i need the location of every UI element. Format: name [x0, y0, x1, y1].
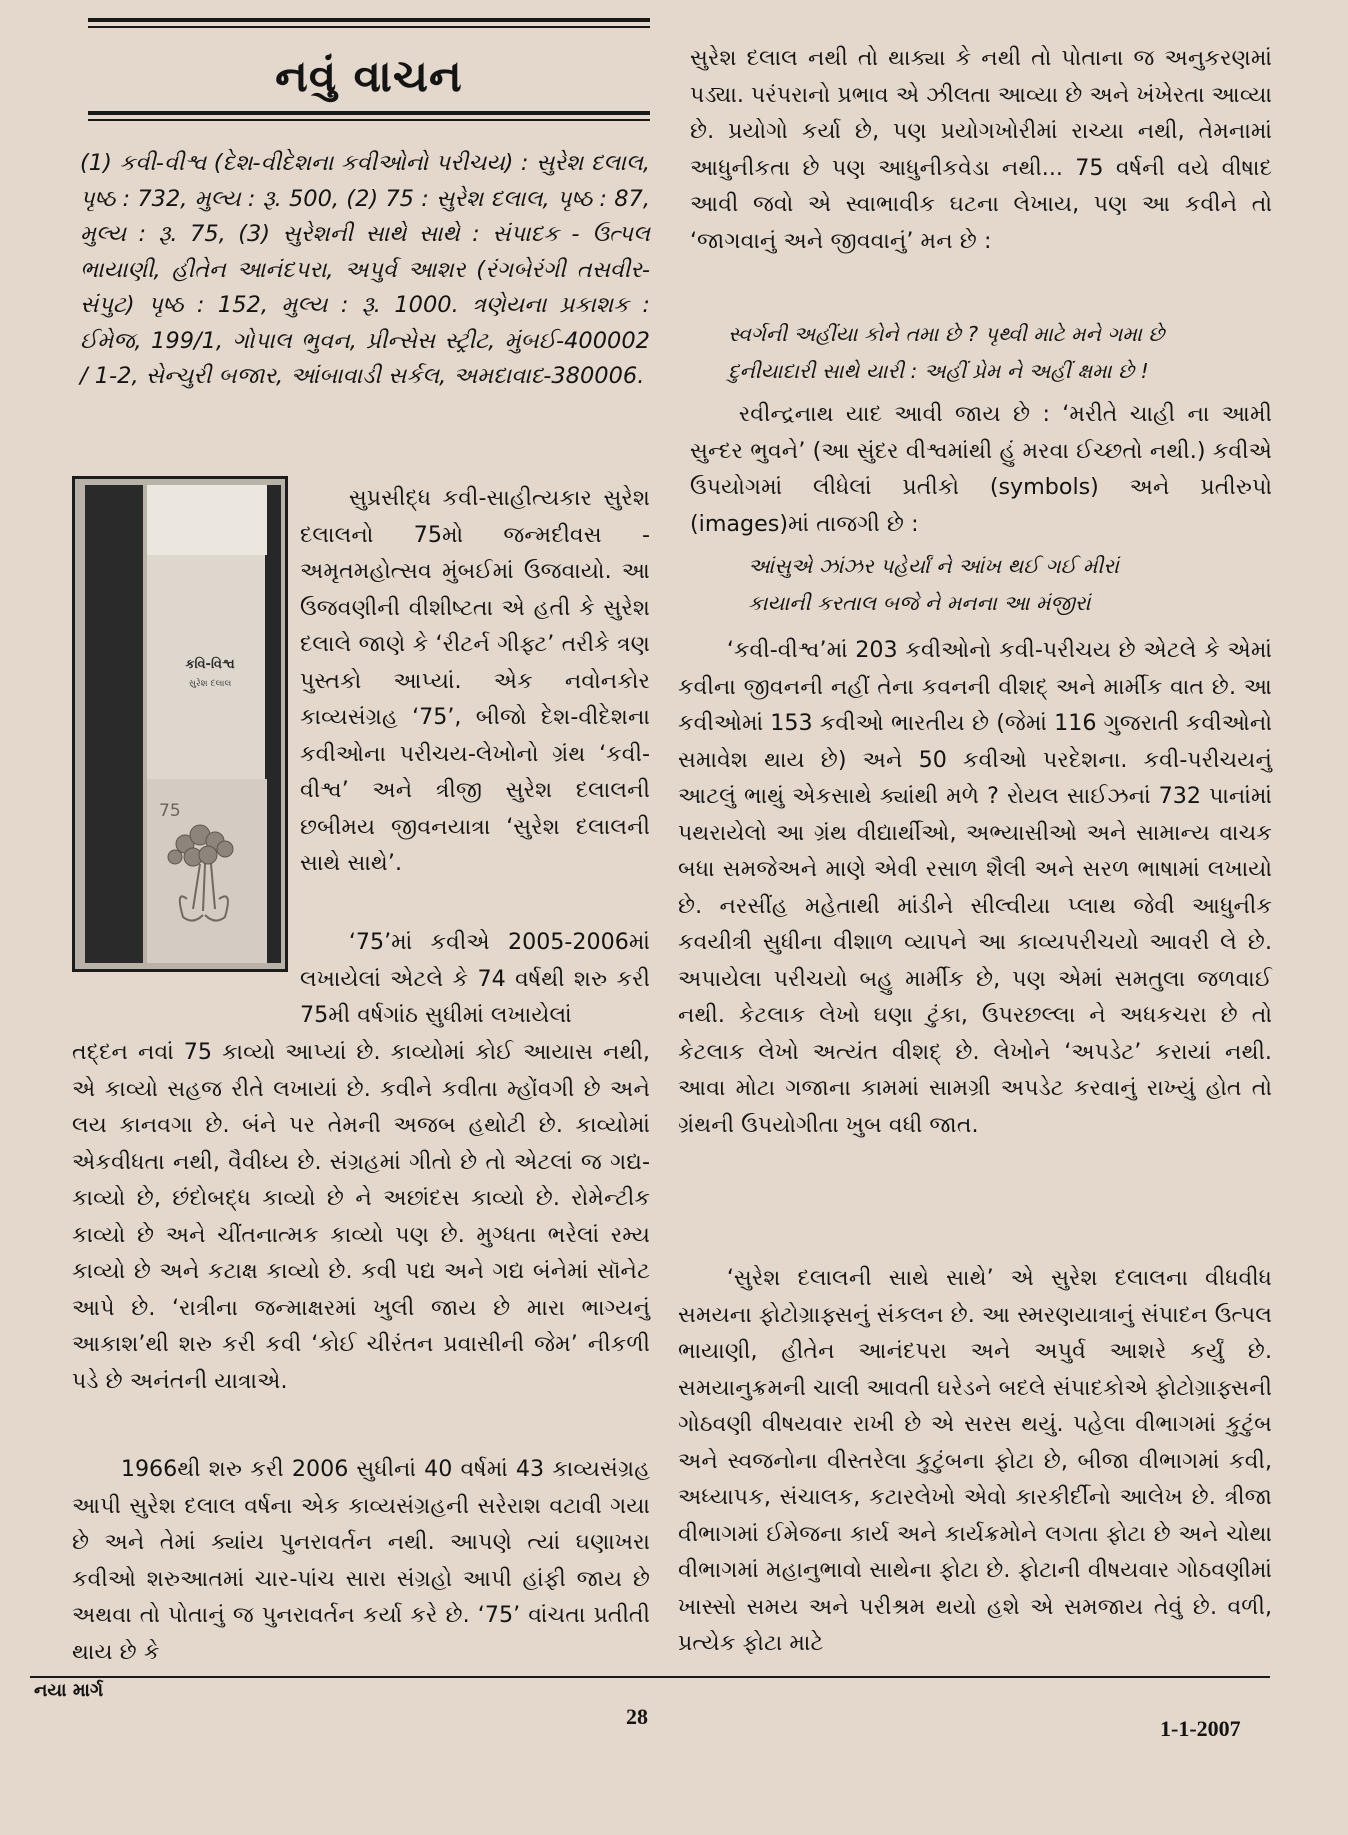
- footer-rule: [30, 1676, 1270, 1678]
- intro-paragraph: [300, 480, 650, 882]
- book-info-text: (1) કવી-વીશ્વ (દેશ-વીદેશના કવીઓનો પરીચય) : સુરેશ દલાલ, પૃષ્ઠ : 732, મુલ્ય : રૂ. 500, (2) 75 : સુરેશ દલાલ, પૃષ્ઠ : 87, મુલ્ય : રૂ. 75, (3) સુરેશની સાથે સાથે : સંપાદક - ઉત્પલ ભાયાણી, હીતેન આનંદપરા, અપુર્વ આશર (રંગબેરંગી તસવીર-સંપુટ) પૃષ્ઠ : 152, મુલ્ય : રૂ. 1000. ત્રણેયના પ્રકાશક : ઈમેજ, 199/1, ગોપાલ ભુવન, પ્રીન્સેસ સ્ટ્રીટ, મુંબઈ-400002 / 1-2, સેન્ચુરી બજાર, આંબાવાડી સર્કલ, અમદાવાદ-380006.: [80, 150, 650, 389]
- poem-2-line-1: આંસુએ ઝાંઝર પહેર્યાં ને આંખ થઈ ગઈ મીરાં: [748, 554, 1119, 578]
- book-cover-author: સુરેશ દલાલ: [188, 679, 232, 689]
- tagore-paragraph: [690, 396, 1272, 542]
- book-cover-title: કવિ-વિશ્વ: [185, 657, 235, 672]
- book-cover-image: [75, 479, 285, 969]
- intro-text: સુપ્રસીદ્ધ કવી-સાહીત્યકાર સુરેશ દલાલનો 75મો જન્મદીવસ - અમૃતમહોત્સવ મુંબઈમાં ઉજવાયો. આ ઉજવણીની વીશીષ્ટતા એ હતી કે સુરેશ દલાલે જાણે કે ‘રીટર્ન ગીફ્ટ’ તરીકે ત્રણ પુસ્તકો આપ્યાં. એક નવોનકોર કાવ્યસંગ્રહ ‘75’, બીજો દેશ-વીદેશના કવીઓના પરીચય-લેખોનો ગ્રંથ ‘કવી-વીશ્વ’ અને ત્રીજી સુરેશ દલાલની છબીમય જીવનયાત્રા ‘સુરેશ દલાલની સાથે સાથે’.: [300, 485, 650, 876]
- heading-top-rule-thin: [88, 26, 650, 28]
- sathe-paragraph: [678, 1260, 1272, 1662]
- kavivishwa-paragraph: [678, 632, 1272, 1143]
- book-cover-photo: [72, 476, 288, 972]
- heading-bottom-rule-thin: [88, 119, 650, 121]
- kavivishwa-text: ‘કવી-વીશ્વ’માં 203 કવીઓનો કવી-પરીચય છે એટલે કે એમાં કવીના જીવનની નહીં તેના કવનની વીશદ્ અને માર્મીક વાત છે. આ કવીઓમાં 153 કવીઓ ભારતીય છે (જેમાં 116 ગુજરાતી કવીઓનો સમાવેશ થાય છે) અને 50 કવીઓ પરદેશના. કવી-પરીચયનું આટલું ભાથું એકસાથે ક્યાંથી મળે ? રોયલ સાઈઝનાં 732 પાનાંમાં પથરાયેલો આ ગ્રંથ વીદ્યાર્થીઓ, અભ્યાસીઓ અને સામાન્ય વાચક બધા સમજેઅને માણે એવી રસાળ શૈલી અને સરળ ભાષામાં લખાયો છે. નરસીંહ મહેતાથી માંડીને સીલ્વીયા પ્લાથ જેવી આધુનીક કવયીત્રી સુધીના વીશાળ વ્યાપને આ કાવ્યપરીચયો આવરી લે છે. અપાયેલા પરીચયો બહુ માર્મીક છે, પણ એમાં સમતુલા જળવાઈ નથી. કેટલાક લેખો ઘણા ટુંકા, ઉપરછલ્લા ને અધકચરા છે તો કેટલાક લેખો અત્યંત વીશદ્ છે. લેખોને ‘અપડેટ’ કરાયાં નથી. આવા મોટા ગજાના કામમાં સામગ્રી અપડેટ કરવાનું રાખ્યું હોત તો ગ્રંથની ઉપયોગીતા ખુબ વધી જાત.: [678, 637, 1272, 1138]
- poem-1-line-1: સ્વર્ગની અહીંયા કોને તમા છે ? પૃથ્વી માટે મને ગમા છે: [728, 322, 1165, 346]
- para-75-start: [300, 924, 650, 1034]
- poem-1: [728, 316, 1268, 390]
- sathe-text: ‘સુરેશ દલાલની સાથે સાથે’ એ સુરેશ દલાલના વીધવીધ સમયના ફોટોગ્રાફ્સનું સંકલન છે. આ સ્મરણયાત્રાનું સંપાદન ઉત્પલ ભાયાણી, હીતેન આનંદપરા અને અપુર્વ આશરે કર્યું છે. સમયાનુક્રમની ચાલી આવતી ઘરેડને બદલે સંપાદકોએ ફોટોગ્રાફ્સની ગોઠવણી વીષયવાર રાખી છે એ સરસ થયું. પહેલા વીભાગમાં કુટુંબ અને સ્વજનોના વીસ્તરેલા કુટુંબના ફોટા છે, બીજા વીભાગમાં કવી, અધ્યાપક, સંચાલક, કટારલેખો એવો કારકીર્દીનો આલેખ છે. ત્રીજા વીભાગમાં ઈમેજના કાર્ય અને કાર્યક્રમોને લગતા ફોટા છે અને ચોથા વીભાગમાં મહાનુભાવો સાથેના ફોટા છે. ફોટાની વીષયવાર ગોઠવણીમાં ખાસ્સો સમય અને પરીશ્રમ થયો હશે એ સમજાય તેવું છે. વળી, પ્રત્યેક ફોટા માટે: [678, 1265, 1272, 1656]
- page-number: 28: [626, 1704, 648, 1729]
- book-cover-number: 75: [159, 801, 181, 821]
- para-75-start-text: ‘75’માં કવીએ 2005-2006માં લખાયેલાં એટલે કે 74 વર્ષથી શરુ કરી 75મી વર્ષગાંઠ સુધીમાં લખાયેલાં: [300, 929, 650, 1028]
- issue-date: 1-1-2007: [1160, 1716, 1241, 1741]
- heading-bottom-rule: [88, 111, 650, 115]
- para-75-cont-text: તદ્દન નવાં 75 કાવ્યો આપ્યાં છે. કાવ્યોમાં કોઈ આયાસ નથી, એ કાવ્યો સહજ રીતે લખાયાં છે. કવીને કવીતા મ્હોંવગી છે અને લય કાનવગા છે. બંને પર તેમની અજબ હથોટી છે. કાવ્યોમાં એકવીધતા નથી, વૈવીધ્ય છે. સંગ્રહમાં ગીતો છે તો એટલાં જ ગદ્ય-કાવ્યો છે, છંદોબદ્ધ કાવ્યો છે ને અછાંદસ કાવ્યો છે. રોમેન્ટીક કાવ્યો છે અને ચીંતનાત્મક કાવ્યો પણ છે. મુગ્ધતા ભરેલાં રમ્ય કાવ્યો છે અને કટાક્ષ કાવ્યો છે. કવી પદ્ય અને ગદ્ય બંનેમાં સૉનેટ આપે છે. ‘રાત્રીના જન્માક્ષરમાં ખુલી જાય છે મારા ભાગ્યનું આકાશ’થી શરુ કરી કવી ‘કોઈ ચીરંતન પ્રવાસીની જેમ’ નીકળી પડે છે અનંતની યાત્રાએ.: [72, 1039, 650, 1394]
- book-info: [80, 146, 650, 395]
- tagore-text: રવીન્દ્રનાથ યાદ આવી જાય છે : ‘મરીતે ચાહી ના આમી સુન્દર ભુવને’ (આ સુંદર વીશ્વમાંથી હું મરવા ઈચ્છતો નથી.) કવીએ ઉપયોગમાં લીધેલાં પ્રતીકો (symbols) અને પ્રતીરુપો (images)માં તાજગી છે :: [690, 401, 1272, 537]
- poem-2: [748, 548, 1268, 622]
- right-top-text: સુરેશ દલાલ નથી તો થાક્યા કે નથી તો પોતાના જ અનુકરણમાં પડ્યા. પરંપરાનો પ્રભાવ એ ઝીલતા આવ્યા છે અને ખંખેરતા આવ્યા છે. પ્રયોગો કર્યા છે, પણ પ્રયોગખોરીમાં રાચ્યા નથી, તેમનામાં આધુનીકતા છે પણ આધુનીકવેડા નથી... 75 વર્ષની વયે વીષાદ આવી જવો એ સ્વાભાવીક ઘટના લેખાય, પણ આ કવીને તો ‘જાગવાનું અને જીવવાનું’ મન છે :: [690, 45, 1272, 254]
- heading-top-rule: [88, 18, 650, 22]
- publication-name: નયા માર્ગ: [34, 1680, 104, 1701]
- poem-1-line-2: દુનીયાદારી સાથે યારી : અહીં પ્રેમ ને અહીં ક્ષમા છે !: [728, 359, 1149, 383]
- para-1966: [72, 1451, 650, 1670]
- section-heading: નવું વાચન: [275, 51, 463, 102]
- para-75-cont: [72, 1034, 650, 1399]
- para-1966-text: 1966થી શરુ કરી 2006 સુધીનાં 40 વર્ષમાં 43 કાવ્યસંગ્રહ આપી સુરેશ દલાલ વર્ષના એક કાવ્યસંગ્રહની સરેરાશ વટાવી ગયા છે અને તેમાં ક્યાંય પુનરાવર્તન નથી. આપણે ત્યાં ઘણાખરા કવીઓ શરુઆતમાં ચાર-પાંચ સારા સંગ્રહો આપી હાંફી જાય છે અથવા તો પોતાનું જ પુનરાવર્તન કર્યા કરે છે. ‘75’ વાંચતા પ્રતીતી થાય છે કે: [72, 1456, 650, 1665]
- poem-2-line-2: કાયાની કરતાલ બજે ને મનના આ મંજીરાં: [748, 591, 1091, 615]
- right-top-paragraph: [690, 40, 1272, 259]
